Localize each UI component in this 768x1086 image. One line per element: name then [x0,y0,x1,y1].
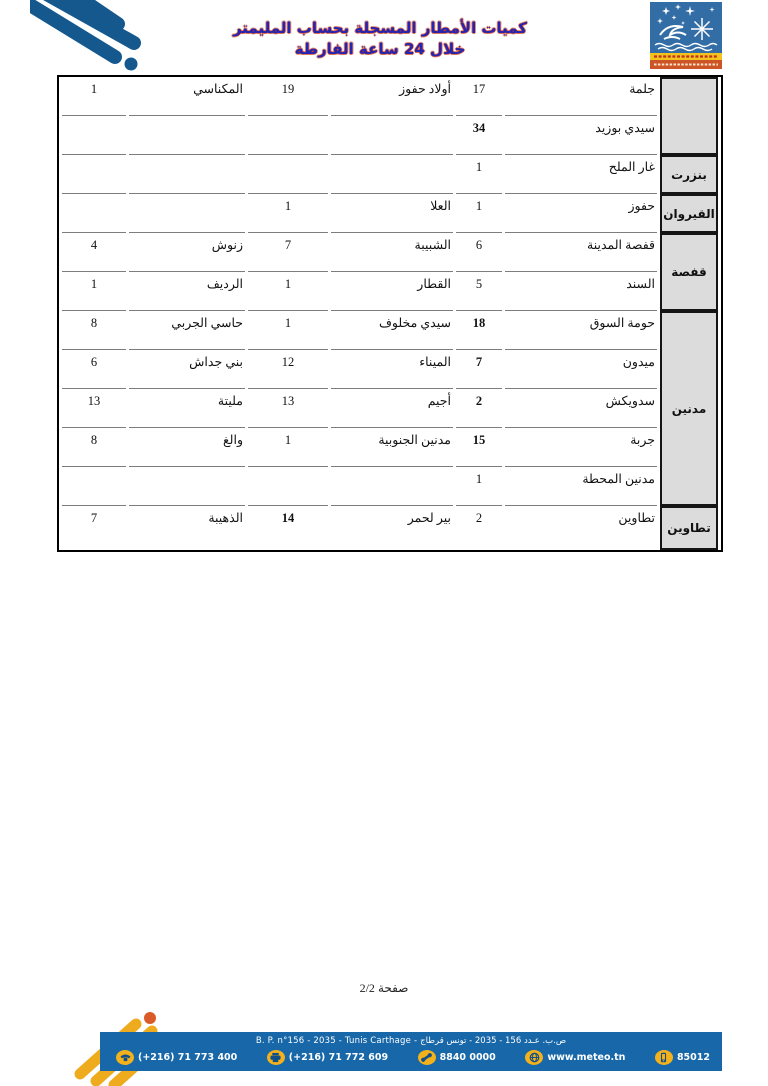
station-cell: حفوز [505,194,657,233]
value-cell: 17 [456,77,502,116]
station-cell: جلمة [505,77,657,116]
station-cell: الذهيبة [208,511,243,525]
value-cell: 8 [62,311,126,350]
station-cell: بني جداش [129,350,245,389]
station-cell: سيدي مخلوف [331,311,453,350]
value-cell: 1 [456,194,502,233]
value-cell: 13 [248,389,328,428]
table-row [62,389,718,428]
table-row [62,506,718,550]
footer-contact-handset [418,1050,496,1065]
region-cell: تطاوين [660,506,718,550]
footer-address-en: B. P. n°156 - 2035 - Tunis Carthage - [255,1036,418,1046]
station-cell: الميناء [331,350,453,389]
document-title [120,18,640,60]
value-cell: 14 [281,511,295,525]
footer-contact-phone [116,1050,237,1065]
station-cell: جربة [505,428,657,467]
station-cell [129,467,245,506]
station-cell: تطاوين [618,511,655,525]
station-cell [331,116,453,155]
phone-icon [116,1050,134,1065]
station-cell: مليتة [129,389,245,428]
table-row [62,155,718,194]
value-cell: 7 [90,511,98,525]
value-cell: 19 [248,77,328,116]
value-cell: 1 [62,77,126,116]
table-row [62,467,718,506]
value-cell: 6 [456,233,502,272]
station-cell [331,155,453,194]
station-cell: غار الملح [505,155,657,194]
value-cell: 6 [62,350,126,389]
contact-text: 85012 [676,1052,710,1063]
inm-meteo-logo [650,2,722,70]
value-cell [62,155,126,194]
fax-icon [267,1050,285,1065]
station-cell: والغ [129,428,245,467]
value-cell: 1 [248,428,328,467]
station-cell: قفصة المدينة [505,233,657,272]
station-cell: السند [505,272,657,311]
value-cell [62,194,126,233]
value-cell: 1 [248,311,328,350]
table-row [62,233,718,272]
table-row [62,272,718,311]
page-number: صفحة 2/2 [359,981,409,995]
contact-text: www.meteo.tn [547,1052,626,1063]
value-cell: 1 [456,467,502,506]
value-cell: 15 [456,428,502,467]
value-cell [248,467,328,506]
station-cell: الرديف [129,272,245,311]
station-cell: الشبيبة [331,233,453,272]
value-cell [62,116,126,155]
contact-text: (+216) 71 773 400 [138,1052,238,1063]
station-cell: سدويكش [505,389,657,428]
value-cell: 12 [248,350,328,389]
value-cell: 13 [62,389,126,428]
station-cell: حومة السوق [505,311,657,350]
footer-contact-sms [655,1050,710,1065]
value-cell: 5 [456,272,502,311]
station-cell: المكناسي [129,77,245,116]
region-cell: مدنين [660,311,718,506]
contact-text: 8840 0000 [439,1052,496,1063]
footer-address-ar: ص.ب. عـدد 156 - 2035 - تونس قرطاج [420,1036,567,1046]
globe-icon [525,1050,543,1065]
table-row [62,428,718,467]
station-cell: زنوش [129,233,245,272]
value-cell: 7 [248,233,328,272]
station-cell: مدنين الجنوبية [331,428,453,467]
title-line-1: كميات الأمطار المسجلة بحساب المليمتر [232,19,528,37]
station-cell: سيدي بوزيد [505,116,657,155]
value-cell: 1 [248,272,328,311]
contact-text: (+216) 71 772 609 [288,1052,389,1063]
value-cell: 2 [475,511,483,525]
station-cell: العلا [331,194,453,233]
value-cell: 34 [456,116,502,155]
table-row [62,194,718,233]
handset-icon [418,1050,436,1065]
region-cell [660,77,718,155]
station-cell [129,155,245,194]
table-row [62,311,718,350]
value-cell: 8 [62,428,126,467]
region-cell: قفصة [660,233,718,311]
station-cell: حاسي الجربي [129,311,245,350]
value-cell [248,116,328,155]
rainfall-table [57,75,723,552]
value-cell [62,467,126,506]
station-cell [129,194,245,233]
region-cell: القيروان [660,194,718,233]
value-cell: 2 [456,389,502,428]
mobile-icon [655,1050,673,1065]
table-row [62,116,718,155]
region-cell: بنزرت [660,155,718,194]
station-cell [331,467,453,506]
value-cell: 18 [456,311,502,350]
station-cell [129,116,245,155]
table-row [62,77,718,116]
footer-address [100,1032,722,1046]
station-cell: مدنين المحطة [505,467,657,506]
value-cell: 1 [456,155,502,194]
footer-contact-fax [267,1050,388,1065]
value-cell: 7 [456,350,502,389]
value-cell [248,155,328,194]
footer-contacts [100,1046,722,1065]
station-cell: القطار [331,272,453,311]
value-cell: 1 [62,272,126,311]
station-cell: أجيم [331,389,453,428]
footer-bar [100,1032,722,1071]
station-cell: بير لحمر [407,511,451,525]
value-cell: 4 [62,233,126,272]
value-cell: 1 [248,194,328,233]
station-cell: أولاد حفوز [331,77,453,116]
title-line-2: خلال 24 ساعة الفارطة [294,40,466,58]
footer-contact-website [525,1050,625,1065]
table-row [62,350,718,389]
station-cell: ميدون [505,350,657,389]
